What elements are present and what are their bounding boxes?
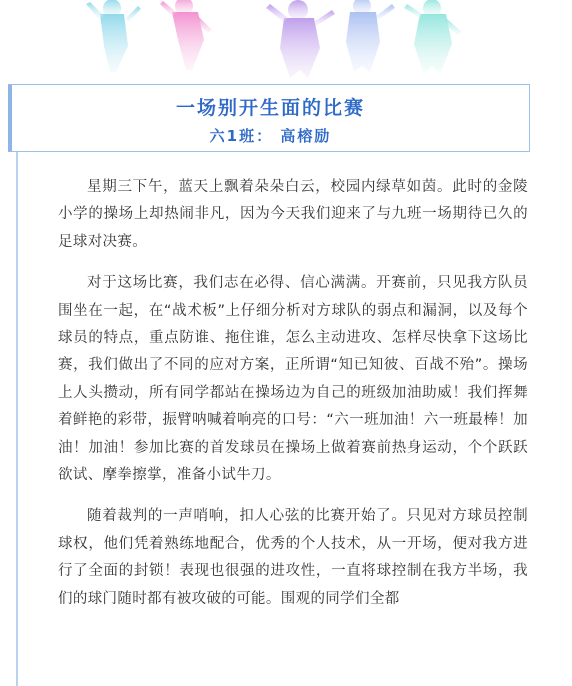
author-byline: 六1班： 高榕励 (209, 127, 332, 145)
title-box (8, 84, 530, 152)
paragraph-2: 对于这场比赛，我们志在必得、信心满满。开赛前，只见我方队员围坐在一起，在“战术板”上仔细分析对方球队的弱点和漏洞，以及每个球员的特点，重点防谁、拖住谁，怎么主动进攻、怎样尽快拿下这场比赛，我们做出了不同的应对方案，正所谓“知已知彼、百战不殆”。操场上人头攒动，所有同学都站在操场边为自己的班级加油助威！我们挥舞着鲜艳的彩带，振臂呐喊着响亮的口号：“六一班加油！六一班最棒！加油！加油！参加比赛的首发球员在操场上做着赛前热身运动，个个跃跃欲试、摩拳擦掌，准备小试牛刀。 (58, 275, 528, 484)
header-banner-image (0, 0, 572, 82)
article-body (58, 174, 528, 627)
jumping-children-illustration (0, 0, 572, 82)
paragraph-1: 星期三下午，蓝天上飘着朵朵白云，校园内绿草如茵。此时的金陵小学的操场上却热闹非凡，因为今天我们迎来了与九班一场期待已久的足球对决赛。 (58, 179, 528, 250)
paragraph-3: 随着裁判的一声哨响，扣人心弦的比赛开始了。只见对方球员控制球权，他们凭着熟练地配合，优秀的个人技术，从一开场，便对我方进行了全面的封锁！表现也很强的进攻性，一直将球控制在我方半场，我们的球门随时都有被攻破的可能。围观的同学们全都 (58, 508, 528, 607)
article-title: 一场别开生面的比赛 (175, 97, 365, 119)
